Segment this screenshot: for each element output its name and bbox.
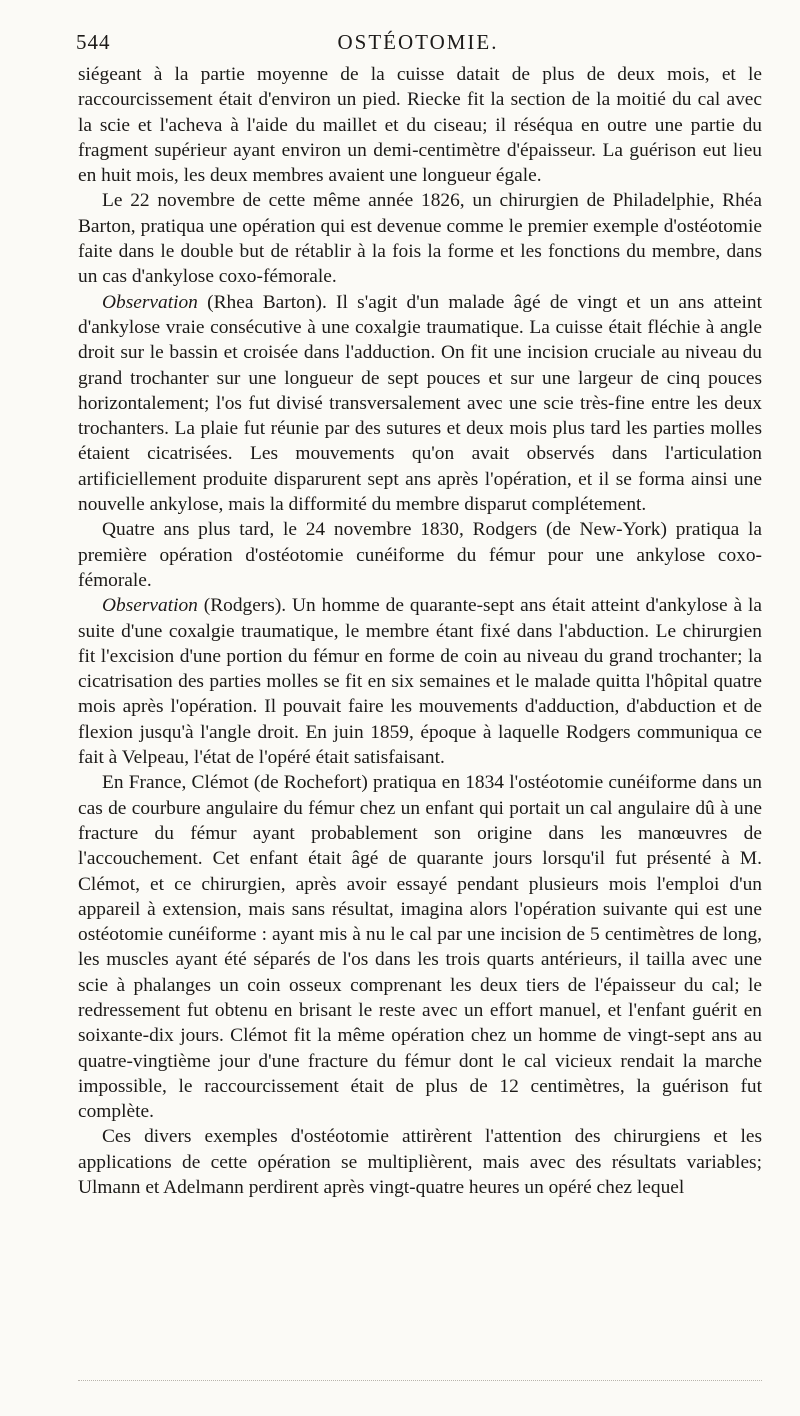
- paragraph-barton-intro: Le 22 novembre de cette même année 1826, un chirurgien de Philadelphie, Rhéa Barton, pratiqua une opération qui est devenue comme le premier exemple d'ostéotomie faite dans le double but de rétablir à la fois la forme et les fonctions du membre, dans un cas d'ankylose coxo-fémorale.: [78, 190, 762, 288]
- paragraph-clemot: En France, Clémot (de Rochefort) pratiqua en 1834 l'ostéotomie cunéiforme dans un cas de courbure angulaire du fémur chez un enfant qui portait un cal angulaire dû à une fracture du fémur ayant probablement son origine dans les manœuvres de l'accouchement. Cet enfant était âgé de quarante jours lorsqu'il fut présenté à M. Clémot, et ce chirurgien, après avoir essayé pendant plusieurs mois l'emploi d'un appareil à extension, mais sans résultat, imagina alors l'opération suivante qui est une ostéotomie cunéiforme : ayant mis à nu le cal par une incision de 5 centimètres de long, les muscles ayant été séparés de l'os dans les trois quarts antérieurs, il tailla avec une scie à phalanges un coin osseux comprenant les deux tiers de l'épaisseur du cal; le redressement fut obtenu en brisant le reste avec un effort manuel, et l'enfant guérit en soixante-dix jours. Clémot fit la même opération chez un homme de vingt-sept ans au quatre-vingtième jour d'une fracture du fémur dont le cal vicieux rendait la marche impossible, le raccourcissement était de plus de 12 centimètres, la guérison fut complète.: [78, 772, 762, 1123]
- observation-rodgers: Observation (Rodgers). Un homme de quarante-sept ans était atteint d'ankylose à la suite d'une coxalgie traumatique, le membre étant fixé dans l'abduction. Le chirurgien fit l'excision d'une portion du fémur en forme de coin au niveau du grand trochanter; la cicatrisation des parties molles se fit en six semaines et le malade quitta l'hôpital quatre mois après l'opération. Il pouvait faire les mouvements d'adduction, d'abduction et de flexion jusqu'à l'angle droit. En juin 1859, époque à laquelle Rodgers communiqua ce fait à Velpeau, l'état de l'opéré était satisfaisant.: [78, 595, 762, 769]
- page-header: [76, 30, 760, 58]
- paragraph-continuation: siégeant à la partie moyenne de la cuisse datait de plus de deux mois, et le raccourcissement était d'environ un pied. Riecke fit la section de la moitié du cal avec la scie et l'acheva à l'aide du maillet et du ciseau; il réséqua en outre une partie du fragment supérieur ayant environ un demi-centimètre d'épaisseur. La guérison eut lieu en huit mois, les deux membres avaient une longueur égale.: [78, 64, 762, 187]
- observation-label: Observation: [102, 291, 198, 313]
- paragraph-conclusion: Ces divers exemples d'ostéotomie attirèrent l'attention des chirurgiens et les applications de cette opération se multiplièrent, mais avec des résultats variables; Ulmann et Adelmann perdirent après vingt-quatre heures un opéré chez lequel: [78, 1126, 762, 1199]
- body-text: [78, 62, 762, 1200]
- observation-label: Observation: [102, 595, 198, 617]
- running-title: OSTÉOTOMIE.: [337, 30, 499, 54]
- paragraph-rodgers-intro: Quatre ans plus tard, le 24 novembre 1830, Rodgers (de New-York) pratiqua la première opération d'ostéotomie cunéiforme du fémur pour une ankylose coxo-fémorale.: [78, 519, 762, 591]
- observation-barton: Observation (Rhea Barton). Il s'agit d'un malade âgé de vingt et un ans atteint d'ankylose vraie consécutive à une coxalgie traumatique. La cuisse était fléchie à angle droit sur le bassin et croisée dans l'adduction. On fit une incision cruciale au niveau du grand trochanter sur une longueur de sept pouces et sur une largeur de cinq pouces horizontalement; l'os fut divisé transversalement avec une scie très-fine entre les deux trochanters. La plaie fut réunie par des sutures et deux mois plus tard les parties molles étaient cicatrisées. Les mouvements qu'on avait observés dans l'articulation artificiellement produite disparurent sept ans après l'opération, et il se forma ainsi une nouvelle ankylose, mais la difformité du membre disparut complétement.: [78, 291, 762, 516]
- page-number: 544: [76, 30, 111, 54]
- footer-divider: [78, 1380, 762, 1381]
